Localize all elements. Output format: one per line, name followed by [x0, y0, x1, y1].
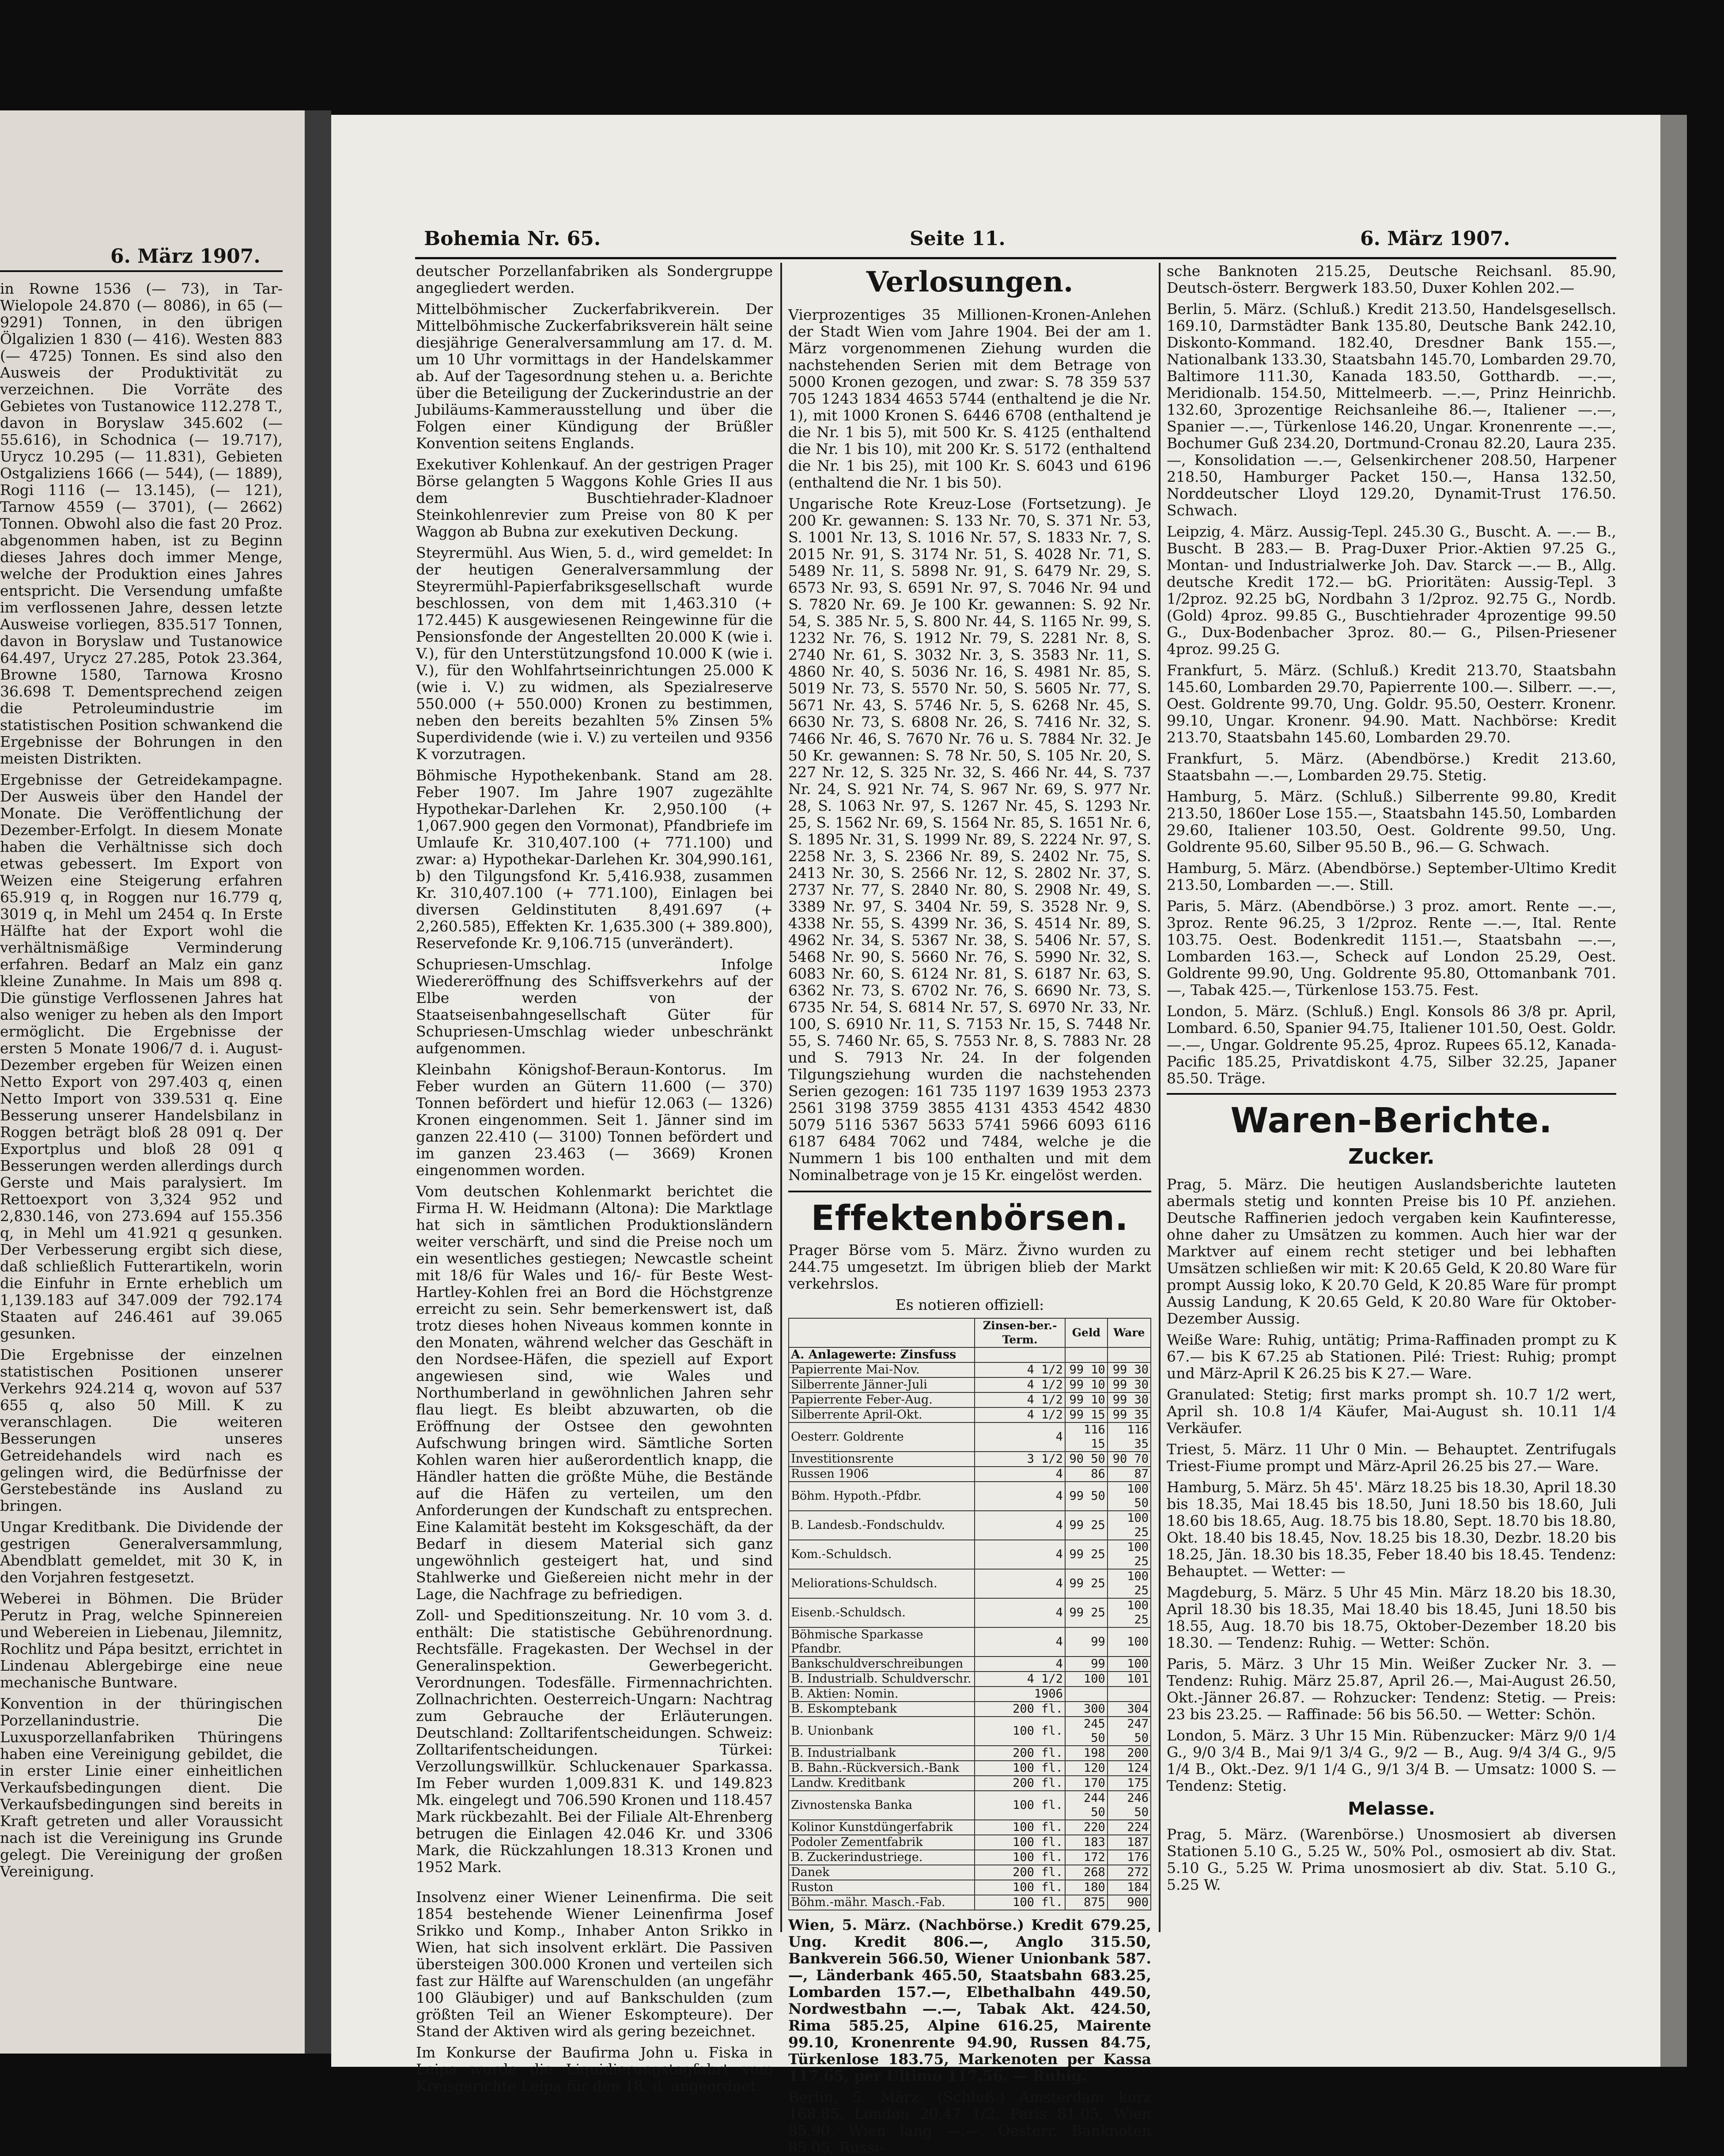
article-paragraph: deutscher Porzellanfabriken als Sondergruppe angegliedert werden. — [416, 262, 773, 296]
table-cell: 4 — [975, 1467, 1065, 1482]
market-report: Berlin, 5. März. (Schluß.) Kredit 213.50, Handelsgesellsch. 169.10, Darmstädter Bank 135.80, Deutsche Bank 242.10, Diskonto-Kommand. 182.40, Dresdner Bank 155.—, Nationalbank 133.30, Staatsbahn 145.70, Lombarden 29.70, Baltimore 111.30, Kanada 183.50, Gotthardb. —.—, Meridionalb. 154.50, Mittelmeerb. —.—, Prinz Heinrichb. 132.60, 3prozentige Reichsanleihe 86.—, Italiener —.—, Spanier —.—, Türkenlose 146.20, Ungar. Kronenrente —.—, Bochumer Guß 234.20, Dortmund-Cronau 82.20, Laura 235.—, Konsolidation —.—, Gelsenkirchener 208.50, Harpener 218.50, Hamburger Packet 150.—, Hansa 132.50, Norddeutscher Lloyd 129.20, Dynamit-Trust 176.50. Schwach. — [1167, 300, 1616, 519]
table-cell: 99 30 — [1108, 1392, 1151, 1407]
table-header: Geld — [1065, 1318, 1108, 1347]
table-row — [789, 1347, 1151, 1362]
section-subtitle-zucker: Zucker. — [1348, 1144, 1435, 1169]
table-cell: 99 25 — [1065, 1598, 1108, 1627]
table-cell: 100 25 — [1108, 1540, 1151, 1569]
sugar-report: Prag, 5. März. Die heutigen Auslandsberichte lauteten abermals stetig und konnten Preise bis 10 Pf. anziehen. Deutsche Raffinerien jedoch vergaben kein Kaufinteresse, ohne daher zu Umsätzen zu kommen. Auch hier war der Marktver auf einem recht stetiger und bei lebhaften Umsätzen schließen wir mit: K 20.65 Geld, K 20.80 Ware für prompt Aussig loko, K 20.70 Geld, K 20.85 Ware für prompt Aussig Landung, K 20.65 Geld, K 20.80 Ware für Oktober-Dezember Aussig. — [1167, 1176, 1616, 1327]
column-1 — [416, 262, 773, 2095]
table-row — [789, 1672, 1151, 1687]
table-cell: 304 — [1108, 1702, 1151, 1717]
table-cell: B. Industrialbank — [789, 1746, 975, 1761]
table-cell: Oesterr. Goldrente — [789, 1422, 975, 1452]
table-cell: 4 1/2 — [975, 1377, 1065, 1392]
table-cell: 99 30 — [1108, 1377, 1151, 1392]
table-cell: 175 — [1108, 1776, 1151, 1791]
table-cell: 101 — [1108, 1672, 1151, 1687]
table-cell: 245 50 — [1065, 1717, 1108, 1746]
table-cell: Böhm.-mähr. Masch.-Fab. — [789, 1895, 975, 1910]
article-paragraph: Steyrermühl. Aus Wien, 5. d., wird gemeldet: In der heutigen Generalversammlung der Steyrermühl-Papierfabriksgesellschaft wurde beschlossen, von dem mit 1,463.310 (+ 172.445) K ausgewiesenen Reingewinne für die Pensionsfonde der Angestellten 20.000 K (wie i. V.), für den Unterstützungsfond 10.000 K (wie i. V.), für den Wohlfahrtseinrichtungen 25.000 K (wie i. V.) zu widmen, als Spezialreserve 550.000 (+ 550.000) Kronen zu bestimmen, neben den bereits bezahlten 5% Zinsen 5% Superdividende (wie i. V.) zu verteilen und 9356 K vorzutragen. — [416, 544, 773, 763]
table-cell: 100 25 — [1108, 1598, 1151, 1627]
sugar-report: Weiße Ware: Ruhig, untätig; Prima-Raffinaden prompt zu K 67.— bis K 67.25 ab Stationen. Pilé: Triest: Ruhig; prompt und März-April K 26.25 bis K 27.— Ware. — [1167, 1331, 1616, 1382]
table-cell: 220 — [1065, 1820, 1108, 1835]
table-row — [789, 1880, 1151, 1895]
table-cell: 99 35 — [1108, 1407, 1151, 1422]
molasses-report: Prag, 5. März. (Warenbörse.) Unosmosiert ab diversen Stationen 5.10 G., 5.25 W., 50% Pol., osmosiert ab div. Stat. 5.10 G., 5.25 W. Prima unosmosiert ab div. Stat. 5.10 G., 5.25 W. — [1167, 1826, 1616, 1893]
article-paragraph: Insolvenz einer Wiener Leinenfirma. Die seit 1854 bestehende Wiener Leinenfirma Josef Srikko und Komp., Inhaber Anton Srikko in Wien, hat sich insolvent erklärt. Die Passiven übersteigen 300.000 Kronen und verteilen sich fast zur Hälfte auf Warenschulden (an ungefähr 100 Gläubiger) und auf Bankschulden (zum größten Teil an Wiener Eskompteure). Der Stand der Aktiven wird als gering bezeichnet. — [416, 1888, 773, 2040]
table-cell: 99 25 — [1065, 1569, 1108, 1598]
table-cell: Kom.-Schuldsch. — [789, 1540, 975, 1569]
table-cell: 100 fl. — [975, 1895, 1065, 1910]
table-cell: 4 1/2 — [975, 1672, 1065, 1687]
table-row — [789, 1569, 1151, 1598]
table-cell: 176 — [1108, 1850, 1151, 1865]
table-cell: 4 — [975, 1482, 1065, 1511]
market-report: Leipzig, 4. März. Aussig-Tepl. 245.30 G., Buscht. A. —.— B., Buscht. B 283.— B. Prag-Duxer Prior.-Aktien 97.25 G., Montan- und Industrialwerke Joh. Dav. Starck —.— B., Allg. deutsche Kredit 172.— bG. Prioritäten: Aussig-Tepl. 3 1/2proz. 92.25 bG, Nordbahn 3 1/2proz. 92.75 G., Nordb. (Gold) 4proz. 99.85 G., Buschtiehrader 4prozentige 99.50 G., Dux-Bodenbacher 3proz. 80.— G., Pilsen-Priesener 4proz. 99.25 G. — [1167, 523, 1616, 658]
table-cell: 100 25 — [1108, 1569, 1151, 1598]
table-cell — [1108, 1347, 1151, 1362]
table-cell: Böhmische Sparkasse Pfandbr. — [789, 1627, 975, 1657]
column-2 — [788, 263, 1151, 2156]
table-cell: 99 10 — [1065, 1392, 1108, 1407]
table-cell — [1108, 1687, 1151, 1702]
table-row — [789, 1452, 1151, 1467]
table-cell: 99 50 — [1065, 1482, 1108, 1511]
table-cell: 184 — [1108, 1880, 1151, 1895]
table-cell: 183 — [1065, 1835, 1108, 1850]
table-cell: 200 fl. — [975, 1776, 1065, 1791]
article-paragraph: Mittelböhmischer Zuckerfabrikverein. Der Mittelböhmische Zuckerfabriksverein hält seine diesjährige Generalversammlung am 17. d. M. um 10 Uhr vormittags in der Handelskammer ab. Auf der Tagesordnung stehen u. a. Berichte über die Beteiligung der Zuckerindustrie an der Jubiläums-Kammerausstellung und über die Folgen einer Kündigung der Brüßler Konvention seitens Englands. — [416, 300, 773, 452]
sugar-report: Triest, 5. März. 11 Uhr 0 Min. — Behauptet. Zentrifugals Triest-Fiume prompt und März-April 26.25 bis 27.— Ware. — [1167, 1441, 1616, 1475]
table-cell: 99 10 — [1065, 1362, 1108, 1377]
table-cell: Zivnostenska Banka — [789, 1791, 975, 1820]
table-cell: Böhm. Hypoth.-Pfdbr. — [789, 1482, 975, 1511]
table-cell: 100 fl. — [975, 1717, 1065, 1746]
table-cell: 100 fl. — [975, 1880, 1065, 1895]
table-row — [789, 1895, 1151, 1910]
table-cell: B. Aktien: Nomin. — [789, 1687, 975, 1702]
table-cell: 99 25 — [1065, 1511, 1108, 1540]
table-cell: B. Bahn.-Rückversich.-Bank — [789, 1761, 975, 1776]
table-cell: Podoler Zementfabrik — [789, 1835, 975, 1850]
left-paragraph: in Rowne 1536 (— 73), in Tar- Wielopole 24.870 (— 8086), in 65 (— 9291) Tonnen, in den übrigen Ölgalizien 1 830 (— 416). Westen 883 (— 4725) Tonnen. Es sind also den Ausweis der Produktivität zu verzeichnen. Die Vorräte des Gebietes von Tustanowice 112.278 T., davon in Boryslaw 345.602 (— 55.616), in Schodnica (— 19.717), Urycz 10.295 (— 11.831), Gebieten Ostgaliziens 1666 (— 544), (— 1889), Rogi 1116 (— 13.145), (— 121), Tarnow 4559 (— 3701), (— 2662) Tonnen. Obwohl also die fast 20 Proz. abgenommen haben, ist zu Beginn dieses Jahres doch immer Menge, welche der Produktion eines Jahres entspricht. Die Versendung umfaßte im verflossenen Jahre, dessen letzte Ausweise vorliegen, 835.517 Tonnen, davon in Boryslaw und Tustanowice 64.497, Urycz 27.285, Potok 23.364, Browne 1580, Tarnowa Krosno 36.698 T. Dementsprechend zeigen die Petroleumindustrie im statistischen Position schwankend die Ergebnisse der Bohrungen in den meisten Distrikten. — [0, 280, 283, 767]
table-cell: 3 1/2 — [975, 1452, 1065, 1467]
section-subtitle-melasse: Melasse. — [1348, 1799, 1435, 1819]
table-cell: Ruston — [789, 1880, 975, 1895]
lottery-paragraph: Vierprozentiges 35 Millionen-Kronen-Anlehen der Stadt Wien vom Jahre 1904. Bei der am 1. März vorgenommenen Ziehung wurden die nachstehenden Serien mit dem Betrage von 5000 Kronen gezogen, und zwar: S. 78 359 537 705 1243 1834 4653 5744 (enthaltend je die Nr. 1), mit 1000 Kronen S. 6446 6708 (enthaltend je die Nr. 1 bis 5), mit 500 Kr. S. 4125 (enthaltend die Nr. 1 bis 10), mit 200 Kr. S. 5172 (enthaltend die Nr. 1 bis 25), mit 100 Kr. S. 6043 und 6196 (enthaltend die Nr. 1 bis 50). — [788, 306, 1151, 491]
table-cell: 200 — [1108, 1746, 1151, 1761]
table-row — [789, 1702, 1151, 1717]
table-cell: 200 fl. — [975, 1702, 1065, 1717]
table-cell: 90 70 — [1108, 1452, 1151, 1467]
table-cell: 90 50 — [1065, 1452, 1108, 1467]
table-cell: B. Unionbank — [789, 1717, 975, 1746]
table-cell: 268 — [1065, 1865, 1108, 1880]
left-paragraph: Die Ergebnisse der einzelnen statistischen Positionen unserer Verkehrs 924.214 q, wovon auf 537 655 q, also 50 Mill. K zu veranschlagen. Die weiteren Besserungen unseres Getreidehandels wird nach es gelingen wird, die Bedürfnisse der Gerstebestände ins Ausland zu bringen. — [0, 1346, 283, 1514]
table-cell: 100 fl. — [975, 1835, 1065, 1850]
table-cell: Russen 1906 — [789, 1467, 975, 1482]
table-cell: 200 fl. — [975, 1746, 1065, 1761]
table-cell: B. Zuckerindustriege. — [789, 1850, 975, 1865]
table-cell: Meliorations-Schuldsch. — [789, 1569, 975, 1598]
table-header — [789, 1318, 975, 1347]
left-page-text — [0, 280, 283, 2043]
lottery-paragraph: Ungarische Rote Kreuz-Lose (Fortsetzung). Je 200 Kr. gewannen: S. 133 Nr. 70, S. 371 Nr. 53, S. 1001 Nr. 13, S. 1016 Nr. 57, S. 1833 Nr. 7, S. 2015 Nr. 91, S. 3174 Nr. 51, S. 4028 Nr. 71, S. 5489 Nr. 11, S. 5898 Nr. 91, S. 6479 Nr. 29, S. 6573 Nr. 93, S. 6591 Nr. 97, S. 7046 Nr. 94 und S. 7820 Nr. 69. Je 100 Kr. gewannen: S. 92 Nr. 54, S. 385 Nr. 5, S. 800 Nr. 44, S. 1165 Nr. 99, S. 1232 Nr. 76, S. 1912 Nr. 79, S. 2281 Nr. 8, S. 2740 Nr. 61, S. 3032 Nr. 3, S. 3583 Nr. 11, S. 4860 Nr. 40, S. 5036 Nr. 16, S. 4981 Nr. 85, S. 5019 Nr. 73, S. 5570 Nr. 50, S. 5605 Nr. 77, S. 5671 Nr. 43, S. 5746 Nr. 5, S. 6268 Nr. 45, S. 6630 Nr. 73, S. 6808 Nr. 26, S. 7416 Nr. 32, S. 7466 Nr. 46, S. 7670 Nr. 76 u. S. 7884 Nr. 32. Je 50 Kr. gewannen: S. 78 Nr. 50, S. 105 Nr. 20, S. 227 Nr. 12, S. 325 Nr. 32, S. 466 Nr. 44, S. 737 Nr. 24, S. 921 Nr. 74, S. 967 Nr. 69, S. 977 Nr. 28, S. 1063 Nr. 97, S. 1267 Nr. 45, S. 1293 Nr. 25, S. 1562 Nr. 69, S. 1564 Nr. 85, S. 1651 Nr. 6, S. 1895 Nr. 31, S. 1999 Nr. 89, S. 2224 Nr. 97, S. 2258 Nr. 3, S. 2366 Nr. 89, S. 2402 Nr. 75, S. 2413 Nr. 30, S. 2566 Nr. 12, S. 2802 Nr. 37, S. 2737 Nr. 77, S. 2840 Nr. 80, S. 2908 Nr. 49, S. 3389 Nr. 97, S. 3404 Nr. 59, S. 3528 Nr. 9, S. 4338 Nr. 55, S. 4399 Nr. 36, S. 4514 Nr. 89, S. 4962 Nr. 34, S. 5367 Nr. 38, S. 5406 Nr. 57, S. 5468 Nr. 90, S. 5660 Nr. 76, S. 5990 Nr. 32, S. 6083 Nr. 60, S. 6124 Nr. 81, S. 6187 Nr. 63, S. 6362 Nr. 73, S. 6702 Nr. 76, S. 6690 Nr. 73, S. 6735 Nr. 54, S. 6814 Nr. 57, S. 6970 Nr. 33, Nr. 100, S. 6910 Nr. 11, S. 7153 Nr. 15, S. 7448 Nr. 55, S. 7460 Nr. 65, S. 7553 Nr. 8, S. 7883 Nr. 28 und S. 7913 Nr. 24. In der folgenden Tilgungsziehung wurden die nachstehenden Serien gezogen: 161 735 1197 1639 1953 2373 2561 3198 3759 3855 4131 4353 4542 4830 5079 5116 5367 5633 5741 5966 6093 6116 6187 6484 7062 und 7484, welche je die Nummern 1 bis 100 enthalten und mit dem Nominalbetrage von je 15 Kr. eingelöst werden. — [788, 495, 1151, 1184]
table-cell: 100 fl. — [975, 1761, 1065, 1776]
table-cell: 272 — [1108, 1865, 1151, 1880]
left-paragraph: Ungar Kreditbank. Die Dividende der gestrigen Generalversammlung, Abendblatt gemeldet, mit 30 K, in den Vorjahren festgesetzt. — [0, 1518, 283, 1586]
table-cell: 100 25 — [1108, 1511, 1151, 1540]
left-paragraph: Ergebnisse der Getreidekampagne. Der Ausweis über den Handel der Monate. Die Veröffentlichung der Dezember-Erfolgt. In diesem Monate haben die Verhältnisse sich doch etwas gebessert. Im Export von Weizen eine Steigerung erfahren 65.919 q, in Roggen nur 16.779 q, 3019 q, in Mehl um 2454 q. In Erste Hälfte hat der Export wohl die verhältnismäßige Verminderung erfahren. Bedarf an Malz ein ganz kleine Zunahme. In Mais um 898 q. Die günstige Verflossenen Jahres hat also weniger zu heben als den Import ermöglicht. Die Ergebnisse der ersten 5 Monate 1906/7 d. i. August-Dezember ergeben für Weizen einen Netto Export von 297.403 q, einen Netto Import von 339.531 q. Eine Besserung unserer Handelsbilanz in Roggen beträgt bloß 28 091 q. Der Exportplus und bloß 28 091 q Besserungen werden allerdings durch Gerste und Mais paralysiert. Im Rettoexport von 3,324 952 und 2,830.146, von 273.694 auf 155.356 q, in Mehl um 41.921 q gesunken. Der Verbesserung ergibt sich diese, daß schließlich Futterartikeln, worin die Einfuhr in Ernte erheblich um 1,139.183 auf 347.009 der 792.174 Staaten auf 246.461 auf 39.065 gesunken. — [0, 771, 283, 1342]
table-cell: 244 50 — [1065, 1791, 1108, 1820]
table-cell: 4 1/2 — [975, 1362, 1065, 1377]
page-number: Seite 11. — [910, 227, 1006, 250]
table-cell: 247 50 — [1108, 1717, 1151, 1746]
table-cell: 900 — [1108, 1895, 1151, 1910]
table-cell: 200 fl. — [975, 1865, 1065, 1880]
table-cell: 4 1/2 — [975, 1407, 1065, 1422]
table-cell: 100 — [1065, 1672, 1108, 1687]
left-paragraph: Konvention in der thüringischen Porzellanindustrie. Die Luxusporzellanfabriken Thüringens haben eine Vereinigung gebildet, die in erster Linie einer einheitlichen Verkaufsbedingungen dient. Die Verkaufsbedingungen sind bereits in Kraft getreten und aller Voraussicht nach ist die Vereinigung ins Grunde gelegt. Die Vereinigung der großen Vereinigung. — [0, 1695, 283, 1880]
table-cell: 124 — [1108, 1761, 1151, 1776]
table-cell: Eisenb.-Schuldsch. — [789, 1598, 975, 1627]
table-cell: Landw. Kreditbank — [789, 1776, 975, 1791]
page-edge — [1660, 115, 1687, 2067]
wien-report: Wien, 5. März. (Nachbörse.) Kredit 679.25, Ung. Kredit 806.—, Anglo 315.50, Bankverein 566.50, Wiener Unionbank 587.—, Länderbank 465.50, Staatsbahn 683.25, Lombarden 157.—, Elbethalbahn 449.50, Nordwestbahn —.—, Tabak Akt. 424.50, Rima 585.25, Alpine 616.25, Mairente 99.10, Kronenrente 94.90, Russen 84.75, Türkenlose 183.75, Markenoten per Kassa 117.65, per Ultimo 117.56. — Ruhig. — [788, 1916, 1151, 2084]
table-row — [789, 1717, 1151, 1746]
table-header: Ware — [1108, 1318, 1151, 1347]
column-divider — [1159, 263, 1161, 1932]
table-cell: 172 — [1065, 1850, 1108, 1865]
table-cell: 4 — [975, 1598, 1065, 1627]
market-report: Frankfurt, 5. März. (Schluß.) Kredit 213.70, Staatsbahn 145.60, Lombarden 29.70, Papierrente 100.—. Silberr. —.—, Oest. Goldrente 99.70, Ung. Goldr. 95.50, Oesterr. Kronenr. 99.10, Ungar. Kronenr. 94.90. Matt. Nachbörse: Kredit 213.70, Staatsbahn 145.60, Lombarden 29.70. — [1167, 662, 1616, 746]
market-report: Paris, 5. März. (Abendbörse.) 3 proz. amort. Rente —.—, 3proz. Rente 96.25, 3 1/2proz. Rente —.—, Ital. Rente 103.75. Oest. Bodenkredit 1151.—, Staatsbahn —.—, Lombarden 163.—, Scheck auf London 25.29, Oest. Goldrente 99.90, Ung. Goldrente 95.80, Ottomanbank 701.—, Tabak 425.—, Türkenlose 153.75. Fest. — [1167, 897, 1616, 999]
article-paragraph: Zoll- und Speditionszeitung. Nr. 10 vom 3. d. enthält: Die statistische Gebührenordnung. Rechtsfälle. Fragekasten. Der Wechsel in der Generalinspektion. Gewerbegericht. Verordnungen. Todesfälle. Firmennachrichten. Zollnachrichten. Oesterreich-Ungarn: Nachtrag zum Gebrauche der Erläuterungen. Deutschland: Zolltarifentscheidungen. Schweiz: Zolltarifentscheidungen. Türkei: Verzollungswillkür. Schluckenauer Sparkassa. Im Feber wurden 1,009.831 K. und 149.823 Mk. eingelegt und 706.590 Kronen und 118.457 Mark rückbezahlt. Bei der Filiale Alt-Ehrenberg betrugen die Einlagen 42.046 Kr. und 3306 Mark, die Rückzahlungen 18.313 Kronen und 1952 Mark. — [416, 1607, 773, 1876]
table-row — [789, 1850, 1151, 1865]
table-cell: 875 — [1065, 1895, 1108, 1910]
market-report: London, 5. März. (Schluß.) Engl. Konsols 86 3/8 pr. April, Lombard. 6.50, Spanier 94.75, Italiener 101.50, Oest. Goldr. —.—, Ungar. Goldrente 95.25, 4proz. Rupees 65.12, Kanada-Pacific 185.25, Privatdiskont 4.75, Silber 32.25, Japaner 85.50. Träge. — [1167, 1002, 1616, 1087]
sugar-report: Paris, 5. März. 3 Uhr 15 Min. Weißer Zucker Nr. 3. — Tendenz: Ruhig. März 25.87, April 26.—, Mai-August 26.50, Okt.-Jänner 26.87. — Rohzucker: Tendenz: Stetig. — Preis: 23 bis 23.25. — Raffinade: 56 bis 56.50. — Wetter: Schön. — [1167, 1655, 1616, 1723]
table-row — [789, 1746, 1151, 1761]
table-cell: 198 — [1065, 1746, 1108, 1761]
table-cell: 116 15 — [1065, 1422, 1108, 1452]
table-cell: 99 — [1065, 1627, 1108, 1657]
table-row — [789, 1657, 1151, 1672]
table-cell: 187 — [1108, 1835, 1151, 1850]
table-cell: A. Anlagewerte: Zinsfuss — [789, 1347, 975, 1362]
table-cell: B. Industrialb. Schuldverschr. — [789, 1672, 975, 1687]
sugar-report: Magdeburg, 5. März. 5 Uhr 45 Min. März 18.20 bis 18.30, April 18.30 bis 18.35, Mai 18.40 bis 18.45, Juni 18.50 bis 18.55, Aug. 18.70 bis 18.75, Oktober-Dezember 18.20 bis 18.30. — Tendenz: Ruhig. — Wetter: Schön. — [1167, 1584, 1616, 1651]
table-cell: 116 35 — [1108, 1422, 1151, 1452]
table-row — [789, 1791, 1151, 1820]
table-cell: 4 — [975, 1540, 1065, 1569]
table-row — [789, 1362, 1151, 1377]
left-page — [0, 110, 305, 2054]
section-rule — [788, 1191, 1151, 1192]
table-cell: 100 fl. — [975, 1820, 1065, 1835]
table-caption: Es notieren offiziell: — [895, 1296, 1044, 1313]
table-cell: 170 — [1065, 1776, 1108, 1791]
article-paragraph: Schupriesen-Umschlag. Infolge Wiedereröffnung des Schiffsverkehrs auf der Elbe werden von der Staatseisenbahngesellschaft Güter für Schupriesen-Umschlag wieder unbeschränkt aufgenommen. — [416, 956, 773, 1057]
table-row — [789, 1540, 1151, 1569]
table-cell: 224 — [1108, 1820, 1151, 1835]
table-cell: 120 — [1065, 1761, 1108, 1776]
table-cell — [1065, 1347, 1108, 1362]
table-cell: 4 — [975, 1569, 1065, 1598]
table-row — [789, 1467, 1151, 1482]
market-report: sche Banknoten 215.25, Deutsche Reichsanl. 85.90, Deutsch-österr. Bergwerk 183.50, Duxer Kohlen 202.— — [1167, 262, 1616, 296]
table-row — [789, 1687, 1151, 1702]
table-cell: 4 — [975, 1657, 1065, 1672]
section-title-waren-berichte: Waren-Berichte. — [1230, 1101, 1553, 1141]
header-rule — [415, 257, 1616, 259]
table-row — [789, 1377, 1151, 1392]
market-report: Frankfurt, 5. März. (Abendbörse.) Kredit 213.60, Staatsbahn —.—, Lombarden 29.75. Stetig. — [1167, 750, 1616, 784]
prager-boerse-intro: Prager Börse vom 5. März. Živno wurden zu 244.75 umgesetzt. Im übrigen blieb der Markt verkehrslos. — [788, 1241, 1151, 1292]
article-paragraph: Im Konkurse der Baufirma John u. Fiska in Leipa wurde die Liquidierungstagfahrt vom Kreisgerichte Leipa für den 18. d. angeordnet. — [416, 2044, 773, 2095]
table-cell: Danek — [789, 1865, 975, 1880]
table-cell: 100 fl. — [975, 1850, 1065, 1865]
table-cell: 4 1/2 — [975, 1392, 1065, 1407]
column-divider — [780, 263, 782, 1932]
berlin-report: Berlin, 5. März. (Schluß.) Amsterdam kurz 168.85, London 20.47 1/2, Paris 81.05, Wien 85.90, Wien lang —.—, Oesterr. Banknoten 85.05, Russi- — [788, 2088, 1151, 2156]
table-row — [789, 1392, 1151, 1407]
table-cell: 100 — [1108, 1657, 1151, 1672]
article-paragraph: Böhmische Hypothekenbank. Stand am 28. Feber 1907. Im Jahre 1907 zugezählte Hypothekar-Darlehen Kr. 2,950.100 (+ 1,067.900 gegen den Vormonat), Pfandbriefe im Umlaufe Kr. 310,407.100 (+ 771.100) und zwar: a) Hypothekar-Darlehen Kr. 304,990.161, b) den Tilgungsfond Kr. 5,416.938, zusammen Kr. 310,407.100 (+ 771.100), Einlagen bei diversen Geldinstituten 8,491.697 (+ 2,260.585), Effekten Kr. 1,635.300 (+ 389.800), Reservefonde Kr. 9,106.715 (unverändert). — [416, 767, 773, 952]
table-cell — [975, 1347, 1065, 1362]
table-cell: 180 — [1065, 1880, 1108, 1895]
table-cell: Bankschuldverschreibungen — [789, 1657, 975, 1672]
table-cell: 100 fl. — [975, 1791, 1065, 1820]
table-cell: 100 — [1108, 1627, 1151, 1657]
header-date: 6. März 1907. — [1360, 227, 1510, 250]
table-cell: Investitionsrente — [789, 1452, 975, 1467]
table-cell: Kolinor Kunstdüngerfabrik — [789, 1820, 975, 1835]
table-row — [789, 1820, 1151, 1835]
table-cell: Silberrente Jänner-Juli — [789, 1377, 975, 1392]
table-row — [789, 1627, 1151, 1657]
section-title-verlosungen: Verlosungen. — [866, 265, 1074, 299]
table-cell: B. Landesb.-Fondschuldv. — [789, 1511, 975, 1540]
table-header: Zinsen-ber.-Term. — [975, 1318, 1065, 1347]
sugar-report: London, 5. März. 3 Uhr 15 Min. Rübenzucker: März 9/0 1/4 G., 9/0 3/4 B., Mai 9/1 3/4 G., 9/2 — B., Aug. 9/4 3/4 G., 9/5 1/4 B., Okt.-Dez. 9/1 1/4 G., 9/1 3/4 B. — Umsatz: 1000 S. — Tendenz: Stetig. — [1167, 1727, 1616, 1794]
table-cell: Silberrente April-Okt. — [789, 1407, 975, 1422]
section-title-effektenboersen: Effektenbörsen. — [811, 1199, 1129, 1238]
table-cell: 99 10 — [1065, 1377, 1108, 1392]
quotes-table-body — [789, 1347, 1151, 1910]
book-gutter — [305, 110, 331, 2054]
table-row — [789, 1598, 1151, 1627]
left-page-header-rule — [0, 270, 283, 272]
quotes-table — [788, 1318, 1151, 1910]
table-row — [789, 1835, 1151, 1850]
sugar-report: Hamburg, 5. März. 5h 45'. März 18.25 bis 18.30, April 18.30 bis 18.35, Mai 18.45 bis 18.50, Juni 18.50 bis 18.60, Juli 18.60 bis 18.65, Aug. 18.75 bis 18.80, Sept. 18.70 bis 18.80, Okt. 18.40 bis 18.45, Nov. 18.25 bis 18.30, Dezbr. 18.20 bis 18.25, Jän. 18.30 bis 18.35, Feber 18.40 bis 18.45. Tendenz: Behauptet. — Wetter: — — [1167, 1479, 1616, 1580]
left-paragraph: Weberei in Böhmen. Die Brüder Perutz in Prag, welche Spinnereien und Webereien in Liebenau, Jilemnitz, Rochlitz und Pápa besitzt, errichtet in Lindenau Ablergebirge eine neue mechanische Buntware. — [0, 1590, 283, 1691]
section-rule — [1167, 1093, 1616, 1095]
table-cell: 300 — [1065, 1702, 1108, 1717]
sugar-report: Granulated: Stetig; first marks prompt sh. 10.7 1/2 wert, April sh. 10.8 1/4 Käufer, Mai-August sh. 10.11 1/4 Verkäufer. — [1167, 1386, 1616, 1437]
table-row — [789, 1422, 1151, 1452]
article-paragraph: Exekutiver Kohlenkauf. An der gestrigen Prager Börse gelangten 5 Waggons Kohle Gries II aus dem Buschtiehrader-Kladnoer Steinkohlenrevier zum Preise von 80 K per Waggon ab Bubna zur exekutiven Deckung. — [416, 456, 773, 540]
table-cell: 100 50 — [1108, 1482, 1151, 1511]
left-page-date: 6. März 1907. — [110, 245, 261, 268]
market-report: Hamburg, 5. März. (Abendbörse.) September-Ultimo Kredit 213.50, Lombarden —.—. Still. — [1167, 859, 1616, 893]
table-cell — [1065, 1687, 1108, 1702]
table-cell: 4 — [975, 1511, 1065, 1540]
newspaper-page — [331, 115, 1660, 2156]
publication-title: Bohemia Nr. 65. — [424, 227, 601, 250]
table-cell: 86 — [1065, 1467, 1108, 1482]
table-cell: Papierrente Feber-Aug. — [789, 1392, 975, 1407]
column-3 — [1167, 263, 1616, 1932]
table-cell: 99 — [1065, 1657, 1108, 1672]
table-cell: 4 — [975, 1422, 1065, 1452]
table-row — [789, 1407, 1151, 1422]
table-cell: 99 25 — [1065, 1540, 1108, 1569]
table-cell: 99 30 — [1108, 1362, 1151, 1377]
table-cell: 246 50 — [1108, 1791, 1151, 1820]
table-row — [789, 1865, 1151, 1880]
table-row — [789, 1482, 1151, 1511]
article-paragraph: Vom deutschen Kohlenmarkt berichtet die Firma H. W. Heidmann (Altona): Die Marktlage hat sich in sämtlichen Produktionsländern weiter verschärft, und sind die Preise noch um ein wesentliches gestiegen; Newcastle scheint mit 18/6 für Wales und 16/- für Beste West-Hartley-Kohlen frei an Bord die Höchstgrenze erreicht zu sein. Sehr bemerkenswert ist, daß trotz dieses hohen Niveaus kommen konnte in den Monaten, während welcher das Geschäft in den Nordsee-Häfen, die speziell auf Export angewiesen sind, wie Wales und Northumberland in gewöhnlichen Jahren sehr flau liegt. Es bleibt abzuwarten, ob die Eröffnung der Ostsee den gewohnten Aufschwung bringen wird. Sämtliche Sorten Kohlen waren hier außerordentlich knapp, die Händler hatten die größte Mühe, die Bestände auf die Häfen zu verteilen, um den Anforderungen der Kundschaft zu entsprechen. Eine Kalamität besteht im Koksgeschäft, da der Bedarf in diesem Material sich ganz ungewöhnlich gesteigert hat, und sind Stahlwerke und Gießereien nicht mehr in der Lage, die Nachfrage zu befriedigen. — [416, 1183, 773, 1603]
market-report: Hamburg, 5. März. (Schluß.) Silberrente 99.80, Kredit 213.50, 1860er Lose 155.—, Staatsbahn 145.50, Lombarden 29.60, Italiener 103.50, Oest. Goldrente 99.50, Ung. Goldrente 95.60, Silber 95.50 B., 96.— G. Schwach. — [1167, 788, 1616, 855]
table-cell: 99 15 — [1065, 1407, 1108, 1422]
table-row — [789, 1761, 1151, 1776]
article-paragraph: Kleinbahn Königshof-Beraun-Kontorus. Im Feber wurden an Gütern 11.600 (— 370) Tonnen befördert und hiefür 12.063 (— 1326) Kronen eingenommen. Seit 1. Jänner sind im ganzen 22.410 (— 3100) Tonnen befördert und im ganzen 23.463 (— 3669) Kronen eingenommen worden. — [416, 1061, 773, 1179]
table-row — [789, 1776, 1151, 1791]
table-cell: 1906 — [975, 1687, 1065, 1702]
table-row — [789, 1511, 1151, 1540]
table-cell: 87 — [1108, 1467, 1151, 1482]
table-cell: 4 — [975, 1627, 1065, 1657]
table-cell: B. Eskomptebank — [789, 1702, 975, 1717]
table-cell: Papierrente Mai-Nov. — [789, 1362, 975, 1377]
